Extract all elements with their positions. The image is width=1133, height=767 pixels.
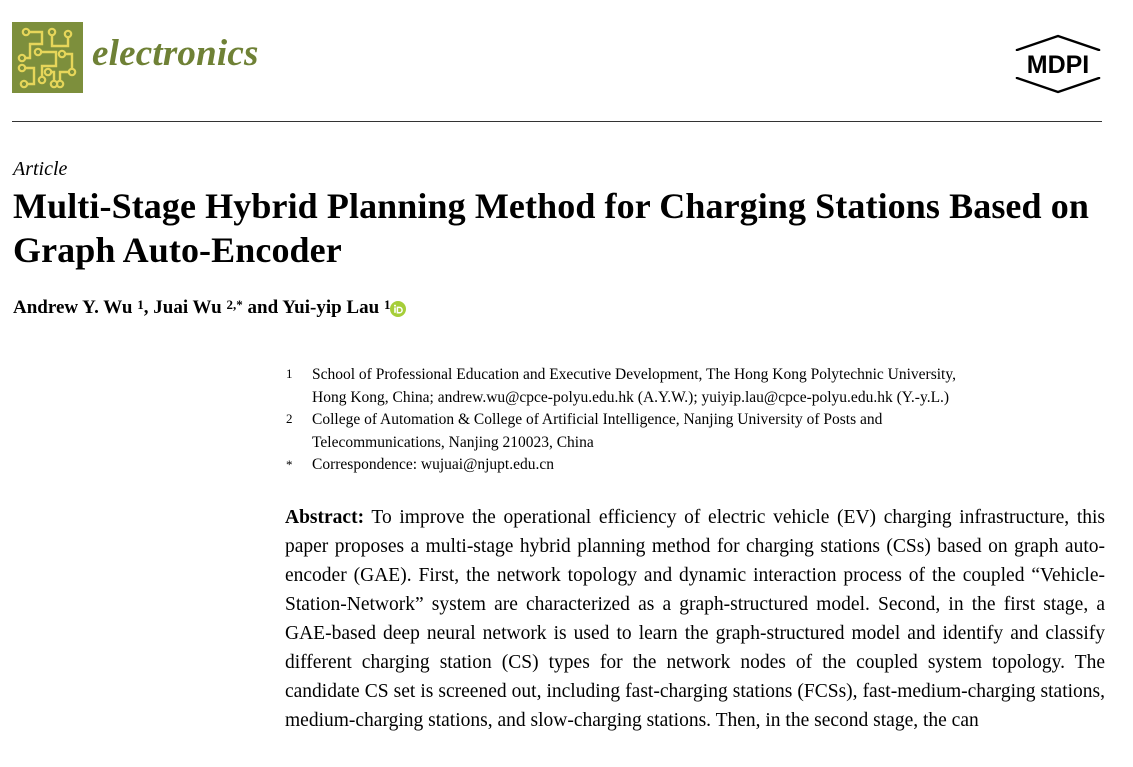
article-type: Article <box>13 158 68 180</box>
affiliation-line: College of Automation & College of Artificial Intelligence, Nanjing University of Posts and <box>312 411 883 428</box>
abstract <box>285 503 1105 735</box>
affiliation-line: School of Professional Education and Executive Development, The Hong Kong Polytechnic University, <box>312 366 956 383</box>
journal-logo <box>12 22 83 93</box>
publisher-logo <box>1013 34 1103 94</box>
affiliation-line: Hong Kong, China; andrew.wu@cpce-polyu.edu.hk (A.Y.W.); yuiyip.lau@cpce-polyu.edu.hk (Y.-y.L.) <box>312 388 950 406</box>
affiliation-mark: 2 <box>286 411 293 426</box>
author-name[interactable]: Andrew Y. Wu <box>13 297 133 318</box>
affiliation-line: Telecommunications, Nanjing 210023, China <box>312 433 594 451</box>
author-list <box>13 295 406 321</box>
publisher-name: MDPI <box>1026 51 1090 79</box>
orcid-icon[interactable] <box>390 299 406 315</box>
author-separator: , <box>143 297 154 318</box>
mdpi-logo-icon <box>1013 34 1103 94</box>
author-separator: and <box>242 297 283 318</box>
affiliation-line: Correspondence: wujuai@njupt.edu.cn <box>312 456 554 473</box>
circuit-logo-icon <box>12 22 83 93</box>
author-affiliation-mark: 2,* <box>226 297 243 312</box>
author-affiliation-mark: 1 <box>383 297 391 312</box>
article-title: Multi-Stage Hybrid Planning Method for Charging Stations Based on Graph Auto-Encoder <box>13 186 1089 270</box>
affiliation-mark: * <box>286 457 293 472</box>
header-divider <box>12 121 1102 122</box>
abstract-text: To improve the operational efficiency of electric vehicle (EV) charging infrastructure, this paper proposes a multi-stage hybrid planning method for charging stations (CSs) based on graph auto-encoder (GAE). First, the network topology and dynamic interaction process of the coupled “Vehicle-Station-Network” system are characterized as a graph-structured model. Second, in the first stage, a GAE-based deep neural network is used to learn the graph-structured model and identify and classify different charging station (CS) types for the network nodes of the coupled system topology. The candidate CS set is screened out, including fast-charging stations (FCSs), fast-medium-charging stations, medium-charging stations, and slow-charging stations. Then, in the second stage, the can <box>285 507 1105 731</box>
abstract-label: Abstract: <box>285 507 365 528</box>
author-name[interactable]: Yui-yip Lau <box>282 297 380 318</box>
affiliation-item <box>312 454 1092 477</box>
journal-name: electronics <box>92 33 259 74</box>
author-affiliation-mark: 1 <box>137 297 144 312</box>
affiliation-mark: 1 <box>286 366 293 381</box>
affiliation-item <box>312 364 1092 409</box>
affiliation-item <box>312 409 1092 454</box>
author-name[interactable]: Juai Wu <box>153 297 222 318</box>
